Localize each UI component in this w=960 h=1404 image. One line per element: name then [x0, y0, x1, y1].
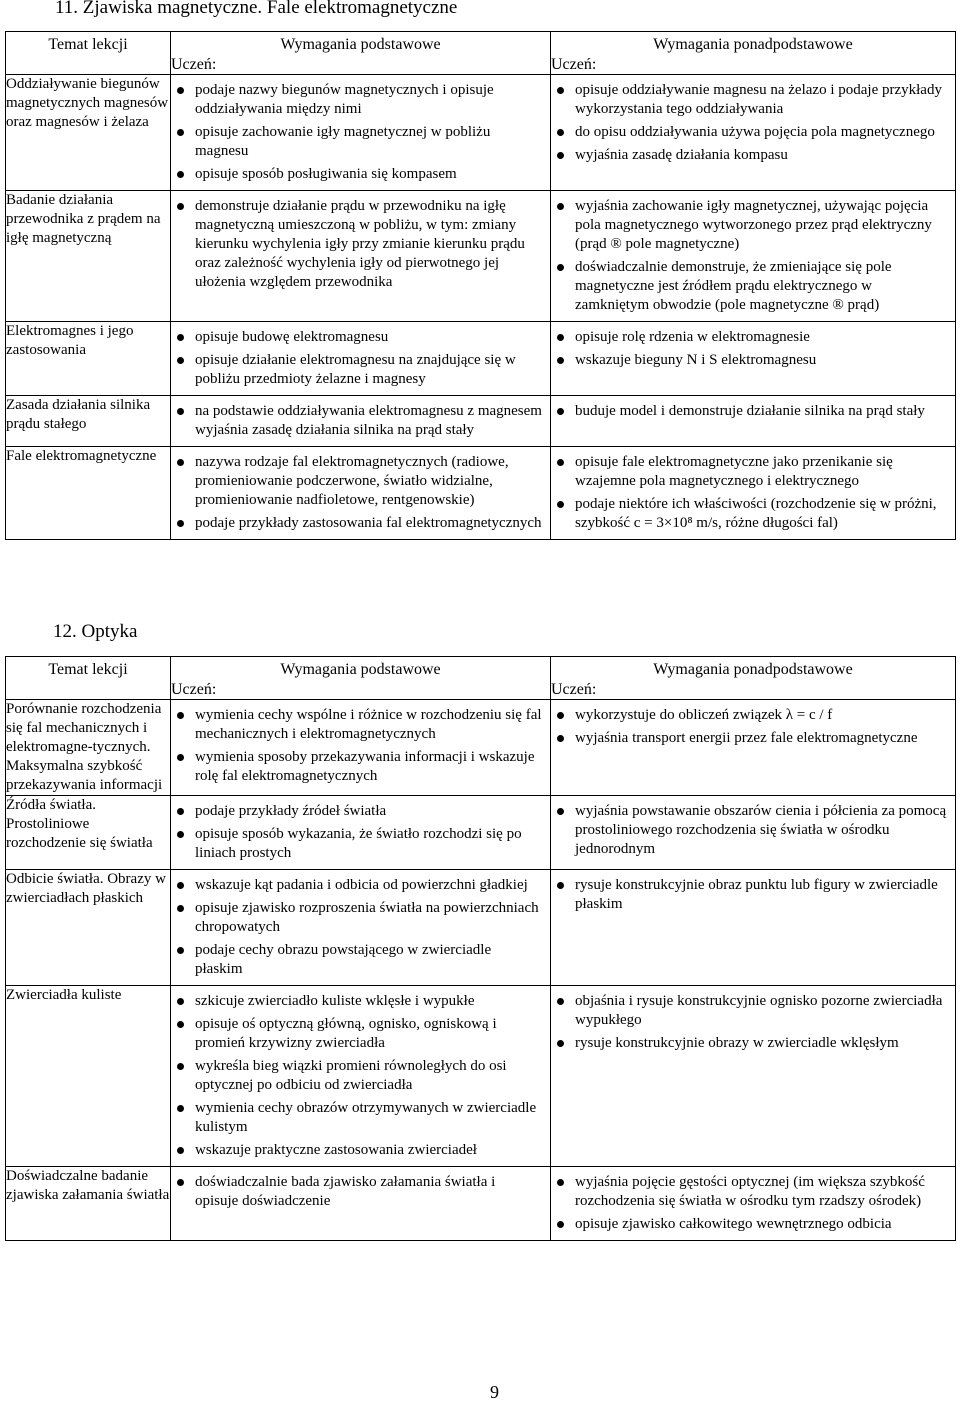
requirement-item: doświadczalnie demonstruje, że zmieniające się pole magnetyczne jest źródłem prądu elektrycznego w zamkniętym obwodzie (pole magnetyczne ® prąd)	[575, 258, 947, 315]
requirement-item: opisuje oś optyczną główną, ognisko, ogniskową i promień krzywizny zwierciadła	[195, 1015, 542, 1053]
basic-requirements-cell	[171, 870, 551, 986]
advanced-requirements-list	[551, 402, 955, 421]
requirement-row	[6, 796, 956, 870]
requirement-item: opisuje rolę rdzenia w elektromagnesie	[575, 328, 947, 347]
requirement-item: podaje nazwy biegunów magnetycznych i opisuje oddziaływania między nimi	[195, 81, 542, 119]
advanced-requirements-list	[551, 197, 955, 315]
requirement-item: wyjaśnia zasadę działania kompasu	[575, 146, 947, 165]
header-advanced: Wymagania ponadpodstawowe	[551, 32, 956, 56]
requirement-item: buduje model i demonstruje działanie silnika na prąd stały	[575, 402, 947, 421]
requirement-item: wymienia sposoby przekazywania informacji i wskazuje rolę fal elektromagnetycznych	[195, 748, 542, 786]
lesson-topic: Porównanie rozchodzenia się fal mechanicznych i elektromagne-tycznych. Maksymalna szybkość przekazywania informacji	[6, 700, 171, 796]
lesson-topic: Źródła światła. Prostoliniowe rozchodzenie się światła	[6, 796, 171, 870]
requirement-item: opisuje zjawisko rozproszenia światła na powierzchniach chropowatych	[195, 899, 542, 937]
requirement-item: na podstawie oddziaływania elektromagnesu z magnesem wyjaśnia zasadę działania silnika na prąd stały	[195, 403, 542, 438]
student-label: Uczeń:	[171, 55, 551, 75]
requirement-item: nazywa rodzaje fal elektromagnetycznych (radiowe, promieniowanie podczerwone, światło widzialne, promieniowanie nadfioletowe, rentgenowskie)	[195, 453, 542, 510]
requirement-item: wykorzystuje do obliczeń związek λ = c / f	[575, 706, 947, 725]
requirement-item: opisuje zachowanie igły magnetycznej w pobliżu magnesu	[195, 123, 542, 161]
basic-requirements-list	[171, 992, 550, 1160]
basic-requirements-list	[171, 402, 550, 440]
header-topic: Temat lekcji	[6, 657, 171, 700]
advanced-requirements-cell	[551, 700, 956, 796]
advanced-requirements-list	[551, 706, 955, 748]
requirement-item: do opisu oddziaływania używa pojęcia pola magnetycznego	[575, 123, 947, 142]
section-12-table	[5, 656, 956, 1241]
student-label: Uczeń:	[551, 680, 956, 700]
basic-requirements-list	[171, 706, 550, 786]
advanced-requirements-cell	[551, 796, 956, 870]
lesson-topic: Zwierciadła kuliste	[6, 986, 171, 1167]
basic-requirements-list	[171, 1173, 550, 1211]
basic-requirements-list	[171, 802, 550, 863]
requirement-item: demonstruje działanie prądu w przewodniku na igłę magnetyczną umieszczoną w pobliżu, w tym: zmiany kierunku wychylenia igły przy zmianie kierunku prądu oraz zależność wychylenia igły od pierwotnego jej ułożenia względem przewodnika	[195, 197, 542, 292]
lesson-topic: Doświadczalne badanie zjawiska załamania światła	[6, 1167, 171, 1241]
basic-requirements-cell	[171, 447, 551, 540]
requirement-item: opisuje zjawisko całkowitego wewnętrznego odbicia	[575, 1215, 947, 1234]
advanced-requirements-cell	[551, 447, 956, 540]
basic-requirements-cell	[171, 1167, 551, 1241]
requirement-item: wyjaśnia zachowanie igły magnetycznej, używając pojęcia pola magnetycznego wytworzonego przez prąd elektryczny (prąd ® pole magnetyczne)	[575, 197, 947, 254]
lesson-topic: Oddziaływanie biegunów magnetycznych magnesów oraz magnesów i żelaza	[6, 75, 171, 191]
requirement-item: rysuje konstrukcyjnie obrazy w zwierciadle wklęsłym	[575, 1034, 947, 1053]
basic-requirements-cell	[171, 796, 551, 870]
requirement-item: wskazuje kąt padania i odbicia od powierzchni gładkiej	[195, 876, 542, 895]
requirement-row	[6, 75, 956, 191]
lesson-topic: Badanie działania przewodnika z prądem na igłę magnetyczną	[6, 191, 171, 322]
requirement-item: opisuje fale elektromagnetyczne jako przenikanie się wzajemne pola magnetycznego i elektrycznego	[575, 453, 947, 491]
lesson-topic: Odbicie światła. Obrazy w zwierciadłach płaskich	[6, 870, 171, 986]
requirement-item: opisuje budowę elektromagnesu	[195, 328, 542, 347]
requirement-row	[6, 322, 956, 396]
student-label: Uczeń:	[171, 680, 551, 700]
requirement-item: szkicuje zwierciadło kuliste wklęsłe i wypukłe	[195, 992, 542, 1011]
basic-requirements-cell	[171, 700, 551, 796]
requirement-item: wyjaśnia pojęcie gęstości optycznej (im większa szybkość rozchodzenia się światła w ośrodku tym rzadszy ośrodek)	[575, 1173, 947, 1211]
section-11-title: 11. Zjawiska magnetyczne. Fale elektromagnetyczne	[55, 0, 458, 18]
requirement-item: rysuje konstrukcyjnie obraz punktu lub figury w zwierciadle płaskim	[575, 876, 947, 914]
requirement-item: wykreśla bieg wiązki promieni równoległych do osi optycznej po odbiciu od zwierciadła	[195, 1057, 542, 1095]
requirement-row	[6, 191, 956, 322]
requirement-item: opisuje sposób wykazania, że światło rozchodzi się po liniach prostych	[195, 825, 542, 863]
requirement-row	[6, 447, 956, 540]
requirement-item: wyjaśnia transport energii przez fale elektromagnetyczne	[575, 729, 947, 748]
section-11-table	[5, 31, 956, 540]
requirement-item: opisuje oddziaływanie magnesu na żelazo i podaje przykłady wykorzystania tego oddziaływania	[575, 81, 947, 119]
requirement-row	[6, 986, 956, 1167]
page-number: 9	[490, 1382, 499, 1402]
section-12-title: 12. Optyka	[53, 621, 138, 642]
requirement-item: wskazuje praktyczne zastosowania zwierciadeł	[195, 1141, 542, 1160]
advanced-requirements-list	[551, 1173, 955, 1234]
requirement-item: wyjaśnia powstawanie obszarów cienia i półcienia za pomocą prostoliniowego rozchodzenia się światła w ośrodku jednorodnym	[575, 803, 947, 857]
requirement-item: podaje cechy obrazu powstającego w zwierciadle płaskim	[195, 941, 542, 979]
header-basic: Wymagania podstawowe	[171, 32, 551, 56]
basic-requirements-list	[171, 328, 550, 389]
basic-requirements-list	[171, 197, 550, 292]
advanced-requirements-list	[551, 802, 955, 859]
requirement-row	[6, 870, 956, 986]
header-advanced: Wymagania ponadpodstawowe	[551, 657, 956, 681]
requirement-item: podaje przykłady źródeł światła	[195, 802, 542, 821]
advanced-requirements-cell	[551, 986, 956, 1167]
header-basic: Wymagania podstawowe	[171, 657, 551, 681]
basic-requirements-cell	[171, 986, 551, 1167]
advanced-requirements-list	[551, 328, 955, 370]
basic-requirements-cell	[171, 75, 551, 191]
lesson-topic: Elektromagnes i jego zastosowania	[6, 322, 171, 396]
requirement-item: opisuje sposób posługiwania się kompasem	[195, 165, 542, 184]
basic-requirements-list	[171, 81, 550, 184]
header-topic: Temat lekcji	[6, 32, 171, 75]
advanced-requirements-list	[551, 876, 955, 914]
advanced-requirements-list	[551, 81, 955, 165]
advanced-requirements-list	[551, 453, 955, 533]
requirement-item: opisuje działanie elektromagnesu na znajdujące się w pobliżu przedmioty żelazne i magnesy	[195, 351, 542, 389]
lesson-topic: Zasada działania silnika prądu stałego	[6, 396, 171, 447]
requirement-item: podaje niektóre ich właściwości (rozchodzenie się w próżni, szybkość c = 3×10⁸ m/s, różne długości fal)	[575, 495, 947, 533]
requirement-row	[6, 396, 956, 447]
basic-requirements-list	[171, 876, 550, 979]
advanced-requirements-cell	[551, 1167, 956, 1241]
basic-requirements-list	[171, 453, 550, 533]
requirement-item: podaje przykłady zastosowania fal elektromagnetycznych	[195, 515, 542, 531]
requirement-item: doświadczalnie bada zjawisko załamania światła i opisuje doświadczenie	[195, 1173, 542, 1211]
requirement-item: objaśnia i rysuje konstrukcyjnie ognisko pozorne zwierciadła wypukłego	[575, 992, 947, 1030]
advanced-requirements-cell	[551, 75, 956, 191]
basic-requirements-cell	[171, 322, 551, 396]
requirement-row	[6, 700, 956, 796]
requirement-item: wskazuje bieguny N i S elektromagnesu	[575, 351, 947, 370]
basic-requirements-cell	[171, 396, 551, 447]
lesson-topic: Fale elektromagnetyczne	[6, 447, 171, 540]
basic-requirements-cell	[171, 191, 551, 322]
advanced-requirements-cell	[551, 396, 956, 447]
advanced-requirements-cell	[551, 870, 956, 986]
requirement-row	[6, 1167, 956, 1241]
requirement-item: wymienia cechy obrazów otrzymywanych w zwierciadle kulistym	[195, 1099, 542, 1137]
advanced-requirements-cell	[551, 191, 956, 322]
requirement-item: wymienia cechy wspólne i różnice w rozchodzeniu się fal mechanicznych i elektromagnetycznych	[195, 707, 542, 742]
advanced-requirements-list	[551, 992, 955, 1053]
student-label: Uczeń:	[551, 55, 956, 75]
advanced-requirements-cell	[551, 322, 956, 396]
